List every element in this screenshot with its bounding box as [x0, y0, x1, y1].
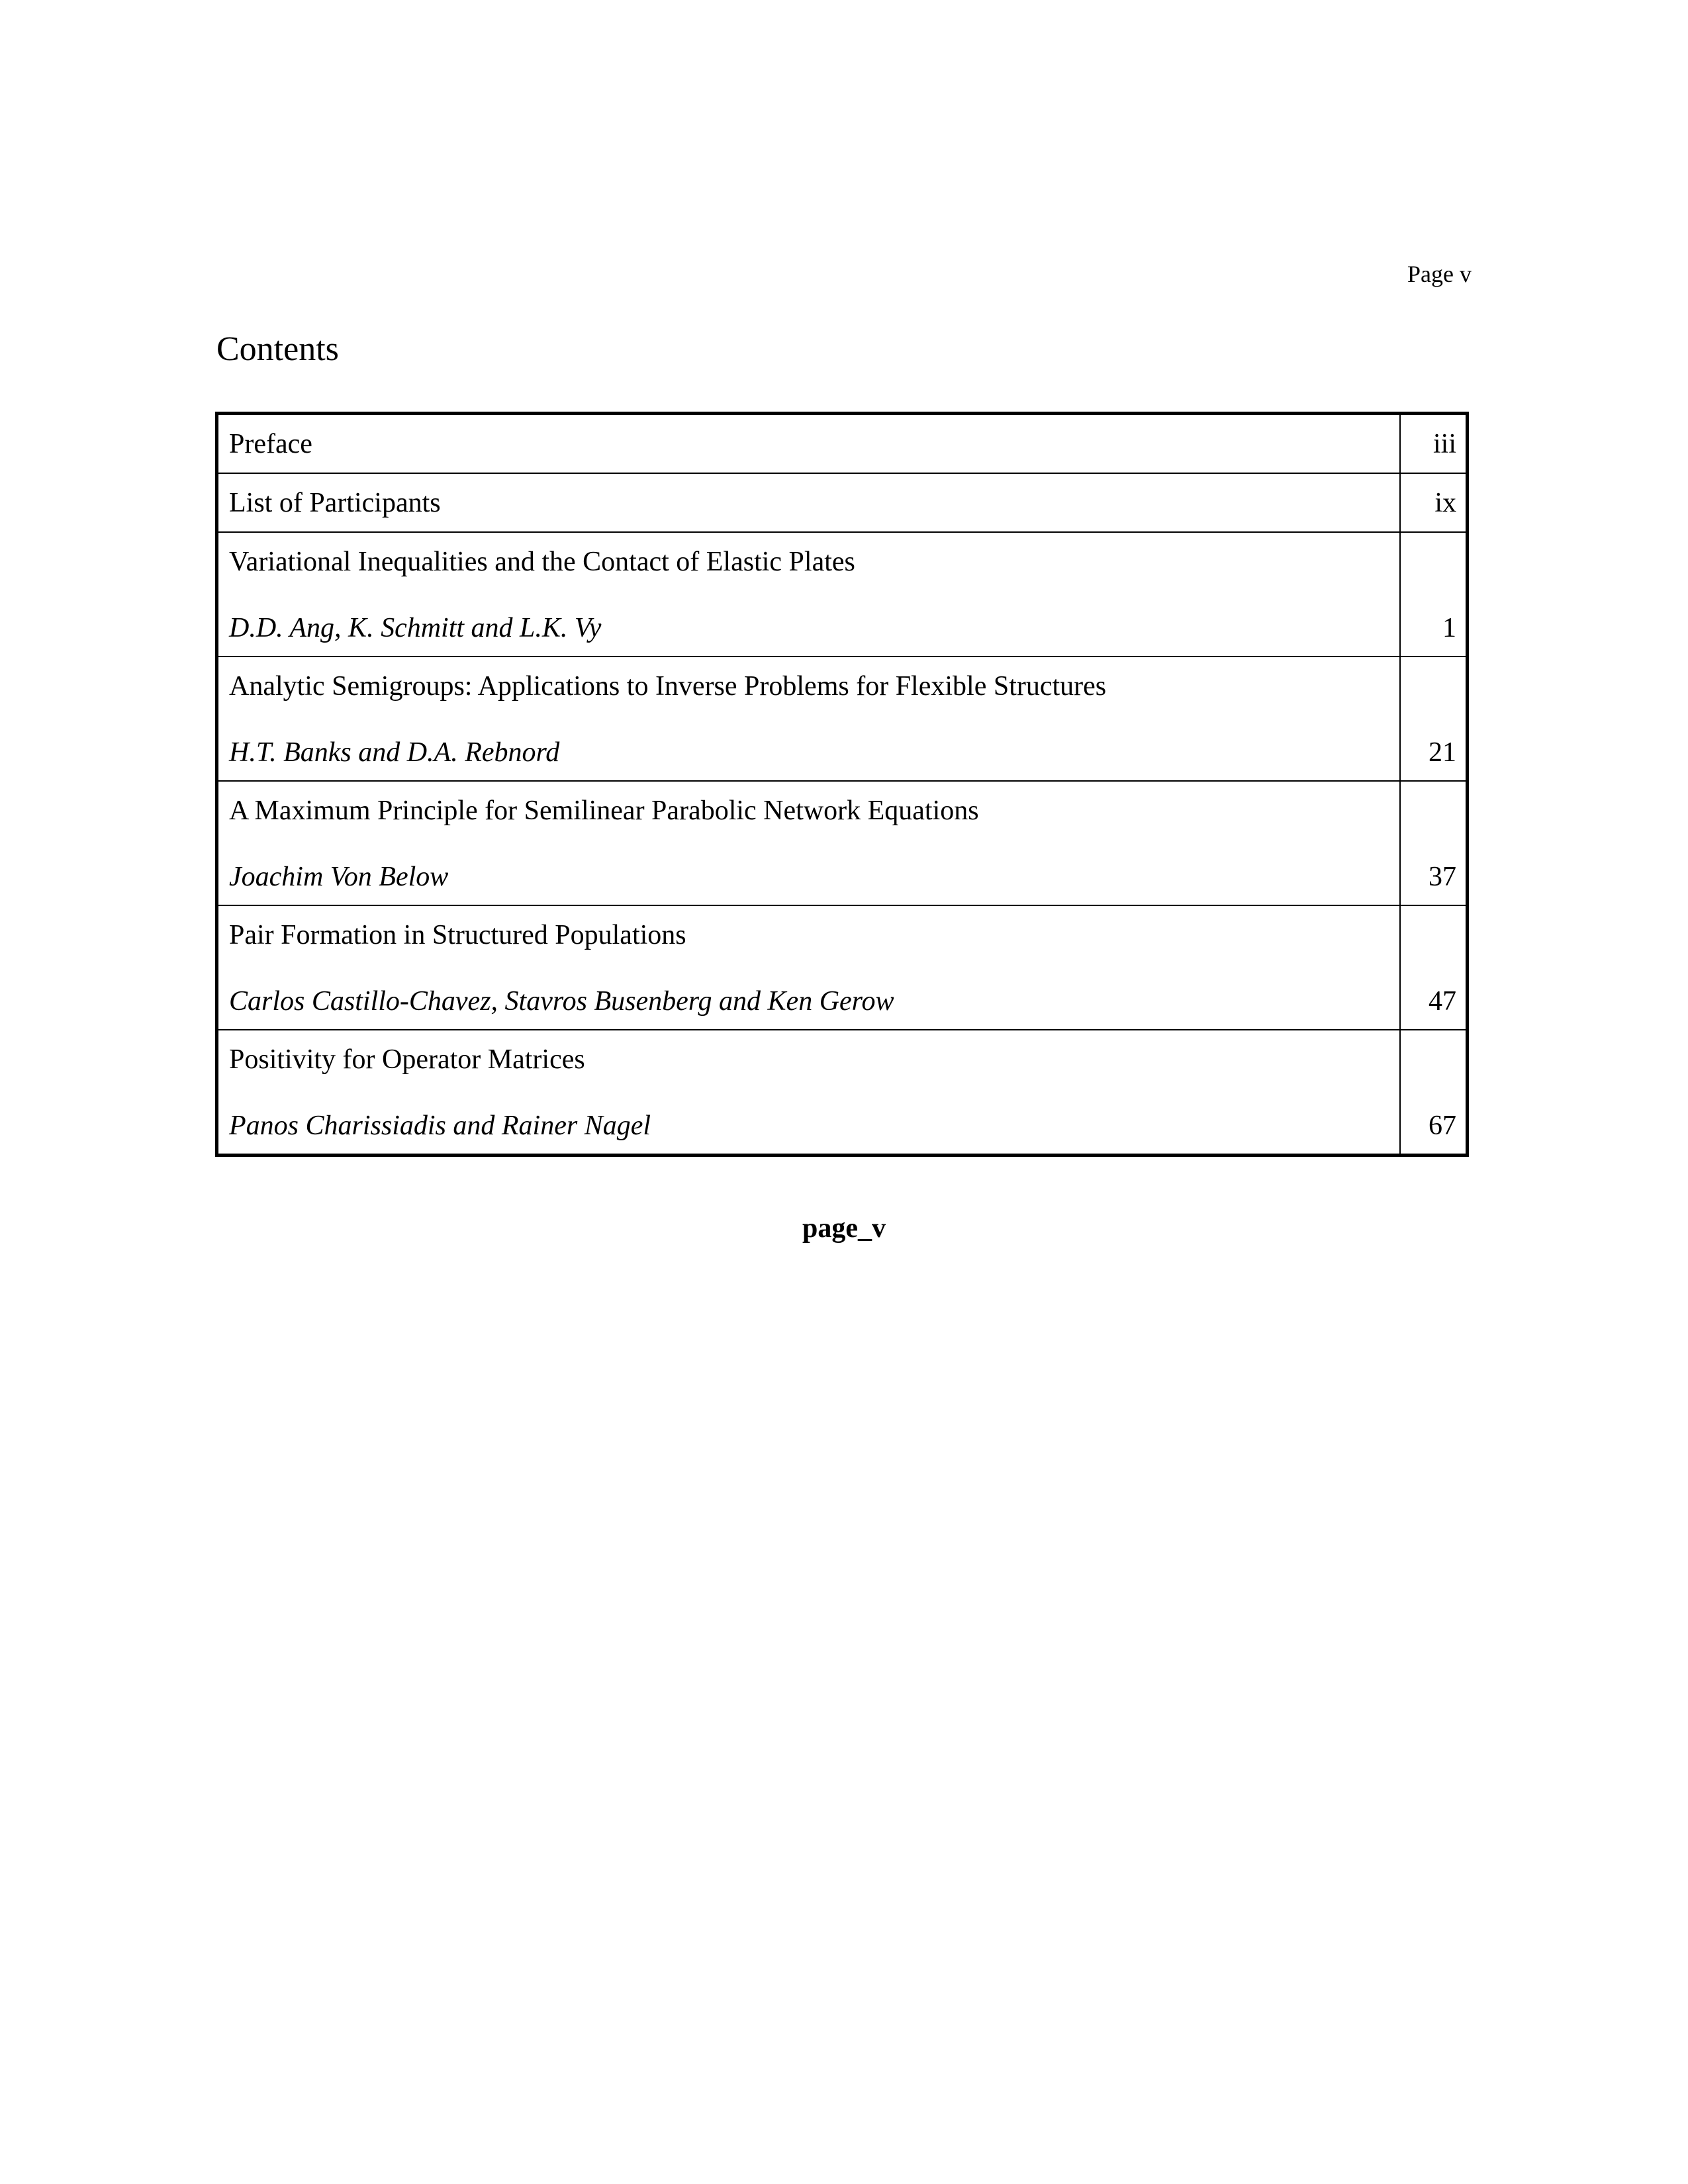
toc-row-preface[interactable] [218, 415, 1466, 473]
page-number-header: Page v [1407, 261, 1472, 287]
toc-page-number: 1 [1442, 613, 1456, 643]
toc-row-article[interactable] [218, 905, 1466, 1029]
article-authors: Panos Charissiadis and Rainer Nagel [229, 1111, 651, 1141]
article-title: Positivity for Operator Matrices [229, 1044, 585, 1075]
article-title: A Maximum Principle for Semilinear Parabolic Network Equations [229, 796, 979, 826]
toc-row-article[interactable] [218, 531, 1466, 656]
toc-page-number: iii [1432, 428, 1456, 459]
page-footer-id: page_v [802, 1213, 886, 1244]
article-title: Analytic Semigroups: Applications to Inverse Problems for Flexible Structures [229, 671, 1107, 702]
toc-page-number: ix [1434, 487, 1456, 518]
toc-page-number: 47 [1429, 986, 1456, 1017]
toc-row-article[interactable] [218, 780, 1466, 905]
article-title: Pair Formation in Structured Populations [229, 920, 686, 950]
article-title: Variational Inequalities and the Contact of Elastic Plates [229, 547, 855, 577]
toc-row-article[interactable] [218, 1029, 1466, 1154]
contents-table [215, 412, 1469, 1157]
toc-page-number: 37 [1429, 862, 1456, 892]
article-authors: H.T. Banks and D.A. Rebnord [229, 737, 560, 768]
toc-entry-label: List of Participants [218, 474, 1401, 531]
page-title: Contents [216, 330, 339, 368]
toc-row-participants[interactable] [218, 473, 1466, 531]
article-authors: Joachim Von Below [229, 862, 449, 892]
toc-page-number: 67 [1429, 1111, 1456, 1141]
article-authors: Carlos Castillo-Chavez, Stavros Busenberg and Ken Gerow [229, 986, 894, 1017]
toc-page-number: 21 [1429, 737, 1456, 768]
toc-row-article[interactable] [218, 656, 1466, 780]
toc-entry-label: Preface [218, 415, 1401, 473]
article-authors: D.D. Ang, K. Schmitt and L.K. Vy [229, 613, 602, 643]
